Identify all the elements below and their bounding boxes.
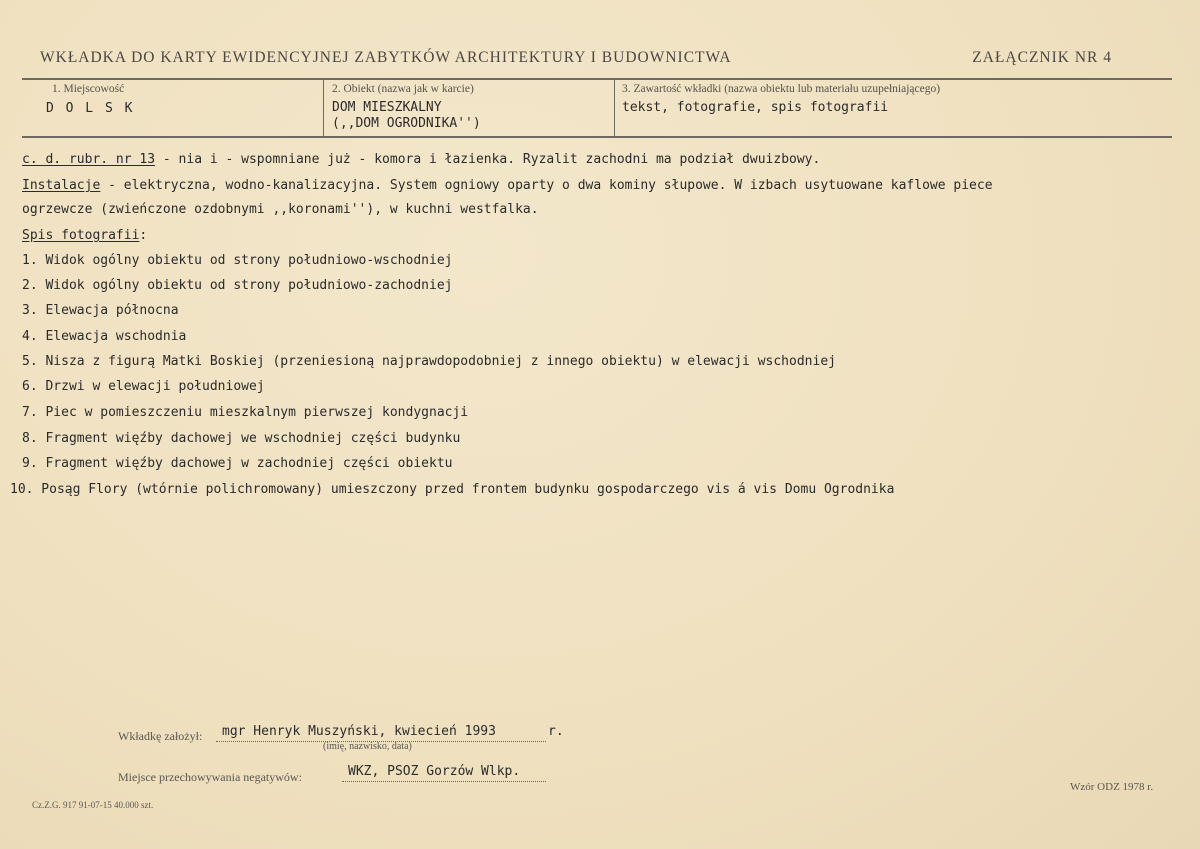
photo-item: 5. Nisza z figurą Matki Boskiej (przeniesioną najprawdopodobniej z innego obiektu) w elewacji wschodniej [22,354,836,369]
photo-item: 3. Elewacja północna [22,303,179,318]
photo-item: 4. Elewacja wschodnia [22,329,187,344]
author-hint: (imię, nazwisko, data) [323,741,412,752]
photo-item: 6. Drzwi w elewacji południowej [22,379,265,394]
field-bottom-rule [22,136,1172,138]
object-value-line2: (,,DOM OGRODNIKA'') [332,116,481,131]
photo-item: 7. Piec w pomieszczeniu mieszkalnym pierwszej kondygnacji [22,405,469,420]
top-rule [22,78,1172,80]
storage-dotted-line [342,781,546,782]
locality-label: 1. Miejscowość [52,83,125,95]
object-value-line1: DOM MIESZKALNY [332,100,442,115]
content-label: 3. Zawartość wkładki (nazwa obiektu lub materiału uzupełniającego) [622,83,941,95]
storage-value: WKZ, PSOZ Gorzów Wlkp. [348,764,521,779]
installations-continuation: ogrzewcze (zwieńczone ozdobnymi ,,koronami''), w kuchni westfalka. [22,202,539,217]
object-label: 2. Obiekt (nazwa jak w karcie) [332,83,474,95]
photo-item: 2. Widok ogólny obiektu od strony południowo-zachodniej [22,278,453,293]
author-value: mgr Henryk Muszyński, kwiecień 1993 [222,724,496,739]
photo-list-heading [22,228,147,243]
installations-label: Instalacje [22,178,101,193]
field-divider-2 [614,80,615,136]
continuation-line [22,152,820,167]
form-title: WKŁADKA DO KARTY EWIDENCYJNEJ ZABYTKÓW ARCHITEKTURY I BUDOWNICTWA [40,49,732,66]
rubric-reference: c. d. rubr. nr 13 [22,152,156,167]
author-label: Wkładkę założył: [118,729,203,743]
photo-item: 8. Fragment więźby dachowej we wschodniej części budynku [22,431,461,446]
continuation-text: - nia i - wspomniane już - komora i łazienka. Ryzalit zachodni ma podział dwuizbowy. [155,152,821,167]
author-suffix: r. [548,724,564,739]
storage-label: Miejsce przechowywania negatywów: [118,770,302,784]
form-model: Wzór ODZ 1978 r. [1070,781,1154,793]
locality-value: D O L S K [46,101,135,116]
installations-text: - elektryczna, wodno-kanalizacyjna. System ogniowy oparty o dwa kominy słupowe. W izbach usytuowane kaflowe piece [100,178,993,193]
installations-line [22,178,993,193]
content-value: tekst, fotografie, spis fotografii [622,100,889,115]
photo-item: 1. Widok ogólny obiektu od strony południowo-wschodniej [22,253,453,268]
annex-number: ZAŁĄCZNIK NR 4 [972,49,1112,66]
photo-list-heading-text: Spis fotografii [22,228,140,243]
photo-item: 10. Posąg Flory (wtórnie polichromowany) umieszczony przed frontem budynku gospodarczego vis á vis Domu Ogrodnika [10,482,895,497]
print-info: Cz.Z.G. 917 91-07-15 40.000 szt. [32,800,154,810]
field-divider-1 [323,80,324,136]
photo-item: 9. Fragment więźby dachowej w zachodniej części obiektu [22,456,453,471]
photo-list-heading-colon: : [139,228,148,243]
